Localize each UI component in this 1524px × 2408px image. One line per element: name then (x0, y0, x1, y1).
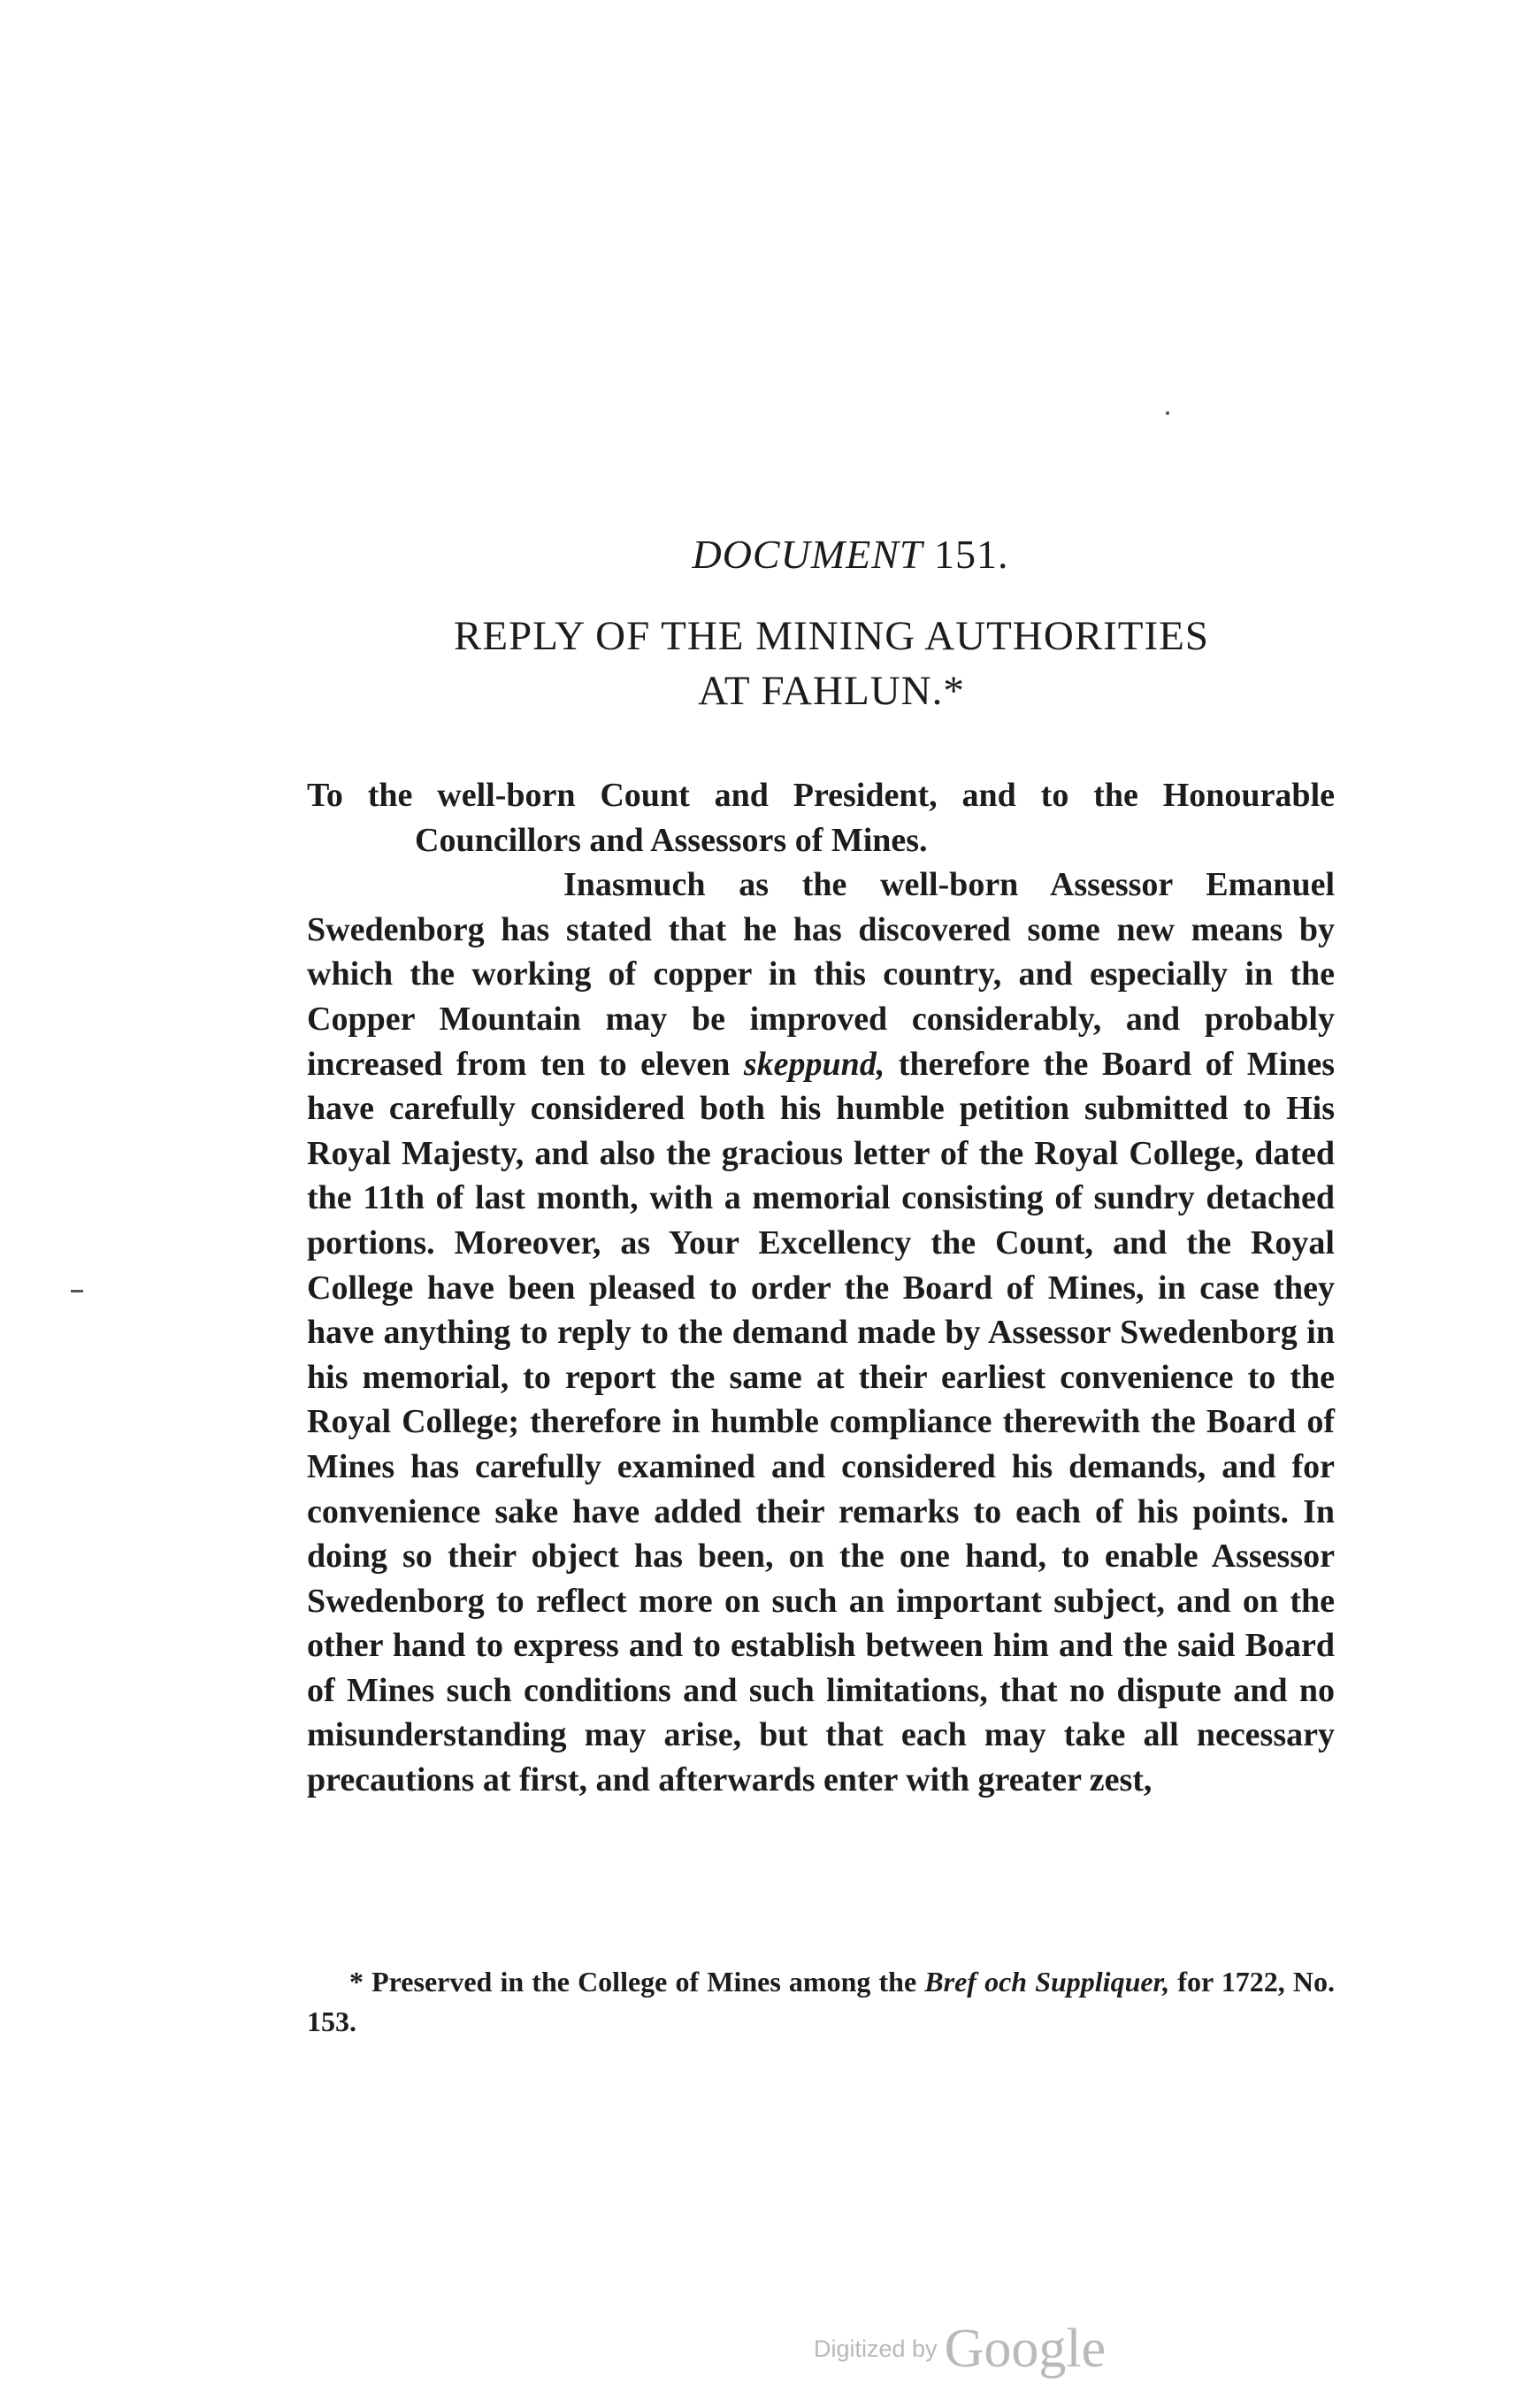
title-line-2: AT FAHLUN.* (698, 668, 965, 714)
digitized-watermark (814, 2318, 1106, 2381)
watermark-small-text: Digitized by (814, 2335, 938, 2362)
footnote-source: Bref och Suppliquer, (924, 1966, 1170, 1998)
title-line-1: REPLY OF THE MINING AUTHORITIES (453, 613, 1209, 659)
document-word: DOCUMENT (692, 532, 923, 577)
document-number-heading (88, 531, 1524, 578)
document-title (301, 609, 1362, 718)
paragraph-text-rest: therefore the Board of Mines have carefully considered both his humble petition submitted to His Royal Majesty, and also the gracious letter of the Royal College, dated the 11th of last month, with a memorial consisting of sundry detached portions. Moreover, as Your Excellency the Count, and the Royal College have been pleased to order the Board of Mines, in case they have anything to reply to the demand made by Assessor Swedenborg in his memorial, to report the same at their earliest convenience to the Royal College; therefore in humble compliance therewith the Board of Mines has carefully examined and considered his demands, and for convenience sake have added their remarks to each of his points. In doing so their object has been, on the one hand, to enable Assessor Swedenborg to reflect more on such an important subject, and on the other hand to express and to establish between him and the said Board of Mines such conditions and such limitations, that no dispute and no misunderstanding may arise, but that each may take all necessary precautions at first, and afterwards enter with greater zest, (307, 1045, 1335, 1799)
scan-speck (1166, 411, 1169, 415)
watermark-logo-text: Google (944, 2319, 1107, 2379)
main-paragraph (307, 863, 1335, 1802)
document-number: 151. (934, 532, 1009, 577)
footnote-text (307, 1962, 1335, 2042)
body-text (307, 773, 1335, 1803)
italic-term: skeppund, (743, 1045, 885, 1083)
footnote (307, 1962, 1335, 2042)
scan-dash (71, 1290, 83, 1292)
addressee-paragraph: To the well-born Count and President, and to the Honourable Councillors and Assessors of Mines. (307, 777, 1335, 859)
footnote-end: for 1722, No. 153. (307, 1966, 1336, 2037)
footnote-start: * Preserved in the College of Mines among the (349, 1966, 917, 1998)
paragraph-text-start: Inasmuch as the well-born Assessor Emanuel Swedenborg has stated that he has discovered some new means by which the working of copper in this country, and especially in the Copper Mountain may be improved considerably, and probably increased from ten to eleven (307, 866, 1335, 1083)
